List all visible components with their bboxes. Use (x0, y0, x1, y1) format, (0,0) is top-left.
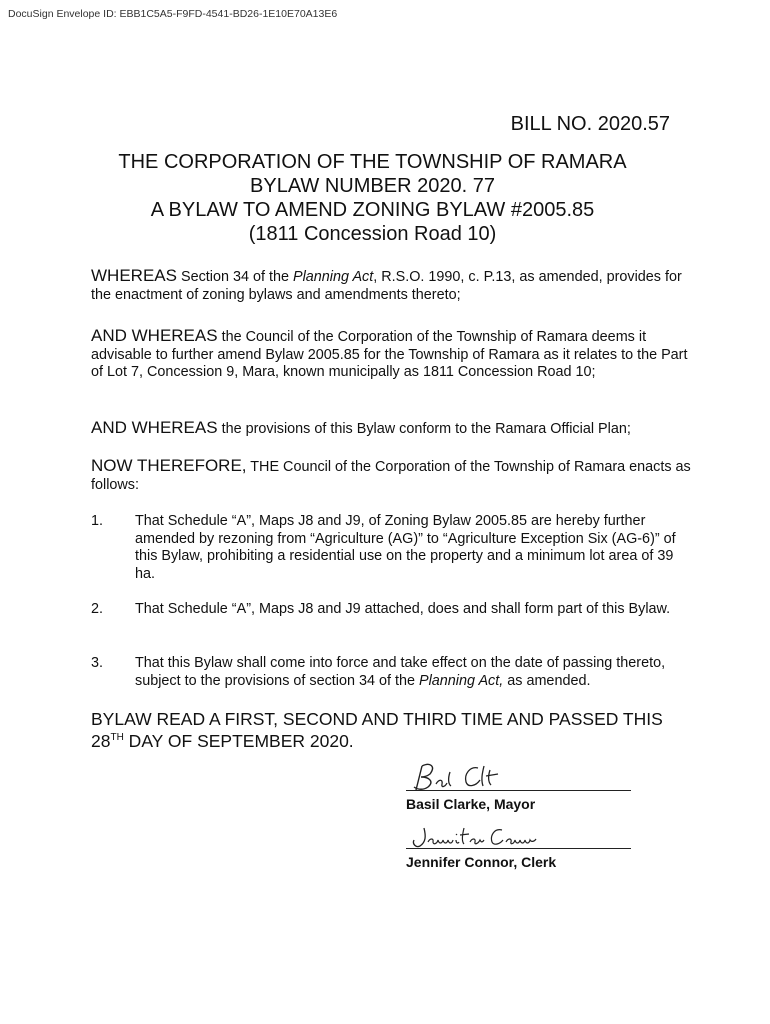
item-text (135, 655, 695, 690)
item-text-post: as amended. (503, 672, 591, 689)
passed-line-2 (91, 730, 711, 752)
passed-date-rest: DAY OF SEPTEMBER 2020. (123, 731, 354, 751)
mayor-signature-graphic (406, 760, 516, 794)
passed-statement (91, 708, 711, 752)
and-whereas-lead-2: AND WHEREAS (91, 418, 218, 437)
and-whereas-lead: AND WHEREAS (91, 326, 218, 345)
clerk-signature-block (406, 818, 631, 870)
title-line-2: BYLAW NUMBER 2020. 77 (250, 175, 495, 197)
whereas-text-post: , R.S.O. 1990, c. P.13, as amended, provides for the enactment of zoning bylaws and amendments thereto; (91, 269, 682, 303)
now-therefore-clause (91, 457, 691, 494)
whereas-clause-3 (91, 419, 691, 439)
title-line-3: A BYLAW TO AMEND ZONING BYLAW #2005.85 (150, 199, 595, 221)
item-number: 2. (91, 601, 104, 617)
item-text: That Schedule “A”, Maps J8 and J9, of Zoning Bylaw 2005.85 are hereby further amended by rezoning from “Agriculture (AG)” to “Agriculture Exception Six (AG-6)” of this Bylaw, prohibiting a residential use on the property and a minimum lot area of 39 ha. (135, 513, 676, 582)
whereas-clause-1 (91, 267, 691, 304)
document-title (80, 150, 665, 246)
whereas-2-text: the Council of the Corporation of the Township of Ramara deems it advisable to further amend Bylaw 2005.85 for the Township of Ramara as it relates to the Part of Lot 7, Concession 9, Mara, known municipally as 1811 Concession Road 10; (91, 329, 688, 380)
title-line-1: THE CORPORATION OF THE TOWNSHIP OF RAMARA (118, 151, 627, 173)
planning-act-title: Planning Act (292, 269, 374, 285)
whereas-lead: WHEREAS (91, 266, 177, 285)
item-text: That Schedule “A”, Maps J8 and J9 attached, does and shall form part of this Bylaw. (135, 601, 671, 617)
whereas-3-text: the provisions of this Bylaw conform to the Ramara Official Plan; (217, 421, 631, 437)
now-therefore-lead: NOW THEREFORE, (91, 456, 247, 475)
passed-day: 28 (91, 731, 111, 751)
item-number: 3. (91, 655, 104, 671)
now-therefore-text: THE Council of the Corporation of the Township of Ramara enacts as follows: (91, 459, 691, 493)
planning-act-title: Planning Act, (418, 672, 504, 689)
passed-day-suffix: TH (110, 732, 124, 743)
clerk-signature-graphic (406, 818, 546, 852)
item-text-pre: That this Bylaw shall come into force and take effect on the date of passing thereto, subject to the provisions of section 34 of the (135, 655, 666, 689)
clerk-name: Jennifer Connor, Clerk (406, 854, 557, 870)
clerk-signature-line (406, 818, 631, 849)
bill-number: BILL NO. 2020.57 (510, 113, 670, 135)
docusign-envelope-id: DocuSign Envelope ID: EBB1C5A5-F9FD-4541-BD26-1E10E70A13E6 (8, 8, 338, 20)
title-line-4: (1811 Concession Road 10) (248, 223, 497, 245)
mayor-signature-line (406, 760, 631, 791)
item-number: 1. (91, 513, 104, 529)
mayor-name: Basil Clarke, Mayor (406, 796, 536, 812)
whereas-clause-2 (91, 327, 691, 382)
mayor-signature-block (406, 760, 631, 812)
passed-line-1: BYLAW READ A FIRST, SECOND AND THIRD TIME AND PASSED THIS (91, 709, 663, 729)
whereas-text-pre: Section 34 of the (176, 269, 293, 285)
